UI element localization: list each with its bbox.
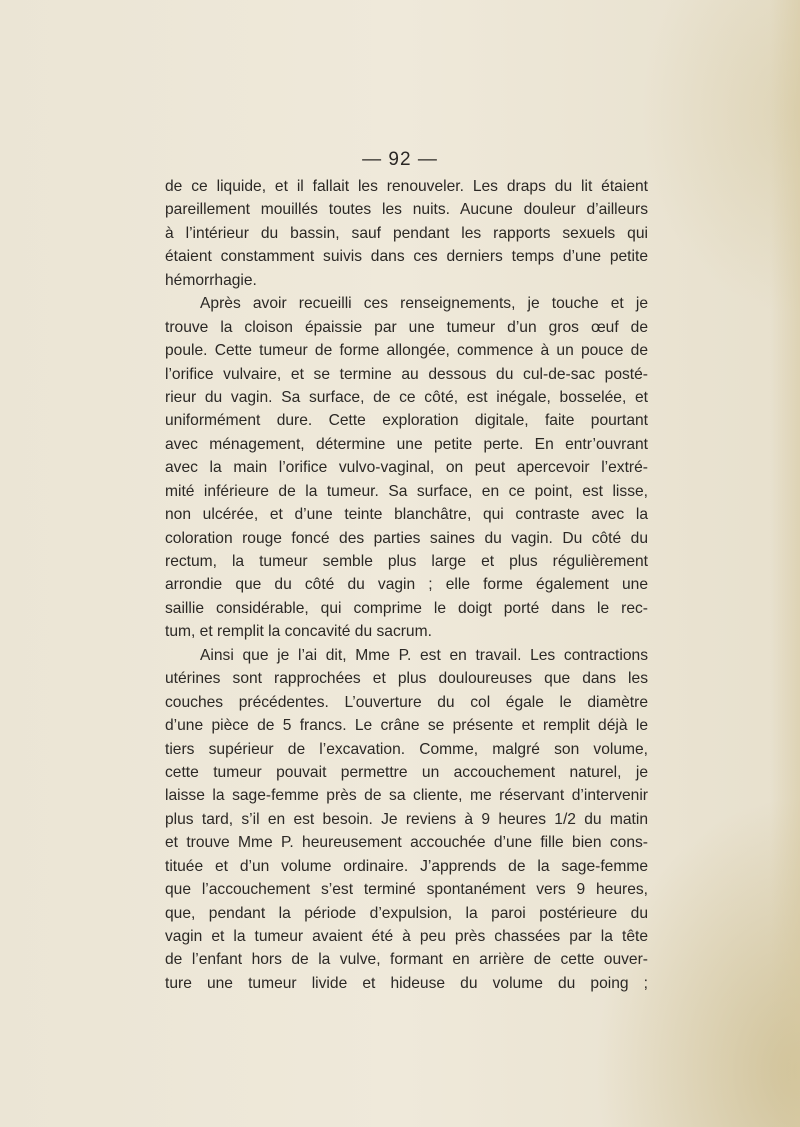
text-line: trouve la cloison épaissie par une tumeur d’un gros œuf de	[165, 318, 648, 336]
text-line: cette tumeur pouvait permettre un accouchement naturel, je	[165, 763, 648, 781]
text-line: d’une pièce de 5 francs. Le crâne se présente et remplit déjà le	[165, 717, 648, 735]
text-line: tiers supérieur de l’excavation. Comme, malgré son volume,	[165, 740, 648, 758]
text-line: utérines sont rapprochées et plus douloureuses que dans les	[165, 670, 648, 688]
text-line: coloration rouge foncé des parties saines du vagin. Du côté du	[165, 529, 648, 547]
text-line: uniformément dure. Cette exploration digitale, faite pourtant	[165, 412, 648, 430]
text-line: à l’intérieur du bassin, sauf pendant les rapports sexuels qui	[165, 224, 648, 242]
text-line: Ainsi que je l’ai dit, Mme P. est en travail. Les contractions	[200, 646, 648, 664]
text-line: tituée et d’un volume ordinaire. J’apprends de la sage-femme	[165, 857, 648, 875]
text-line: hémorrhagie.	[165, 271, 257, 289]
text-line: l’orifice vulvaire, et se termine au dessous du cul-de-sac posté-	[165, 365, 648, 383]
page-number: — 92 —	[362, 149, 438, 170]
body-text	[165, 175, 648, 995]
text-line: couches précédentes. L’ouverture du col égale le diamètre	[165, 693, 648, 711]
text-line: saillie considérable, qui comprime le doigt porté dans le rec-	[165, 599, 648, 617]
text-line: plus tard, s’il en est besoin. Je reviens à 9 heures 1/2 du matin	[165, 810, 648, 828]
text-line: rieur du vagin. Sa surface, de ce côté, est inégale, bosselée, et	[165, 388, 648, 406]
text-line: et trouve Mme P. heureusement accouchée d’une fille bien cons-	[165, 834, 648, 852]
text-line: Après avoir recueilli ces renseignements, je touche et je	[200, 295, 648, 313]
text-line: pareillement mouillés toutes les nuits. Aucune douleur d’ailleurs	[165, 201, 648, 219]
text-line: que, pendant la période d’expulsion, la paroi postérieure du	[165, 904, 648, 922]
text-line: avec la main l’orifice vulvo-vaginal, on peut apercevoir l’extré-	[165, 459, 648, 477]
text-line: rectum, la tumeur semble plus large et plus régulièrement	[165, 553, 648, 570]
text-line: étaient constamment suivis dans ces derniers temps d’une petite	[165, 248, 648, 266]
text-line: mité inférieure de la tumeur. Sa surface, en ce point, est lisse,	[165, 482, 648, 500]
text-line: laisse la sage-femme près de sa cliente, me réservant d’intervenir	[165, 787, 648, 805]
text-line: de l’enfant hors de la vulve, formant en arrière de cette ouver-	[165, 951, 648, 969]
text-line: de ce liquide, et il fallait les renouveler. Les draps du lit étaient	[165, 178, 648, 195]
text-line: avec ménagement, détermine une petite perte. En entr’ouvrant	[165, 435, 648, 453]
text-line: tum, et remplit la concavité du sacrum.	[165, 623, 432, 641]
text-line: que l’accouchement s’est terminé spontanément vers 9 heures,	[165, 881, 648, 899]
text-line: ture une tumeur livide et hideuse du volume du poing ;	[165, 974, 648, 992]
text-line: vagin et la tumeur avaient été à peu près chassées par la tête	[165, 928, 648, 945]
text-line: arrondie que du côté du vagin ; elle forme également une	[165, 576, 648, 594]
text-line: non ulcérée, et d’une teinte blanchâtre, qui contraste avec la	[165, 506, 648, 524]
text-line: poule. Cette tumeur de forme allongée, commence à un pouce de	[165, 342, 648, 360]
